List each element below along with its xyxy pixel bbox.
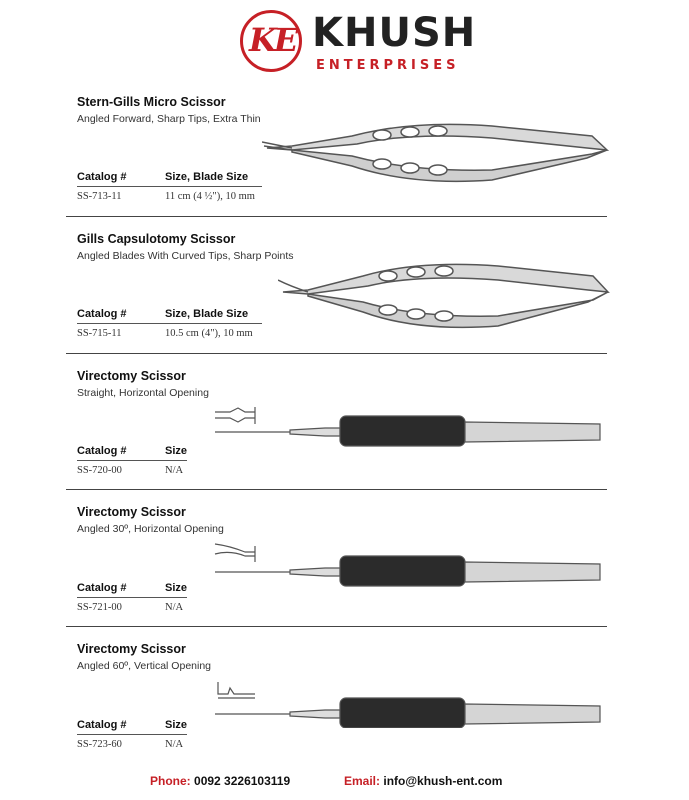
catalog-header: Catalog # (77, 719, 127, 731)
product-title: Virectomy Scissor (77, 505, 186, 519)
phone-number[interactable]: 0092 3226103119 (194, 774, 291, 788)
product-title: Gills Capsulotomy Scissor (77, 232, 236, 246)
section-divider (66, 489, 607, 490)
product-description: Straight, Horizontal Opening (77, 387, 209, 399)
logo-monogram-icon: KE (240, 10, 302, 72)
footer-phone (150, 774, 290, 788)
product-description: Angled 60º, Vertical Opening (77, 660, 212, 672)
email-label: Email: (344, 774, 381, 788)
catalog-header: Catalog # (77, 445, 127, 457)
section-divider (66, 626, 607, 627)
catalog-header: Catalog # (77, 582, 127, 594)
section-divider (66, 353, 607, 354)
micro-scissor-illustration (262, 108, 622, 188)
vitrectomy-straight-illustration (210, 402, 610, 452)
catalog-number: SS-713-11 (77, 191, 122, 202)
size-header: Size (165, 719, 188, 731)
catalog-header: Catalog # (77, 171, 127, 183)
vitrectomy-30-illustration (210, 538, 610, 588)
catalog-number: SS-723-60 (77, 739, 122, 750)
catalog-header: Catalog # (77, 308, 127, 320)
header-underline (77, 186, 262, 187)
catalog-number: SS-715-11 (77, 328, 122, 339)
section-divider (66, 216, 607, 217)
catalog-number: SS-720-00 (77, 465, 122, 476)
header-underline (77, 734, 187, 735)
header-underline (77, 597, 187, 598)
size-header: Size (165, 582, 188, 594)
company-name: KHUSH (312, 10, 477, 56)
size-header: Size, Blade Size (165, 308, 249, 320)
product-description: Angled 30º, Horizontal Opening (77, 523, 224, 535)
size-value: 10.5 cm (4"), 10 mm (165, 328, 253, 339)
email-address[interactable]: info@khush-ent.com (383, 774, 503, 788)
catalog-number: SS-721-00 (77, 602, 122, 613)
product-title: Stern-Gills Micro Scissor (77, 95, 226, 109)
product-description: Angled Blades With Curved Tips, Sharp Points (77, 250, 294, 262)
size-value: N/A (165, 739, 184, 750)
size-value: N/A (165, 602, 184, 613)
product-title: Virectomy Scissor (77, 369, 186, 383)
size-value: 11 cm (4 ½"), 10 mm (165, 191, 255, 202)
size-value: N/A (165, 465, 184, 476)
header-underline (77, 323, 262, 324)
product-title: Virectomy Scissor (77, 642, 186, 656)
product-description: Angled Forward, Sharp Tips, Extra Thin (77, 113, 261, 125)
company-subtitle: ENTERPRISES (316, 58, 460, 73)
capsulotomy-scissor-illustration (278, 252, 618, 332)
footer-email (344, 774, 502, 788)
phone-label: Phone: (150, 774, 191, 788)
size-header: Size, Blade Size (165, 171, 249, 183)
vitrectomy-60-illustration (210, 678, 610, 728)
company-logo (240, 8, 477, 78)
size-header: Size (165, 445, 188, 457)
header-underline (77, 460, 187, 461)
